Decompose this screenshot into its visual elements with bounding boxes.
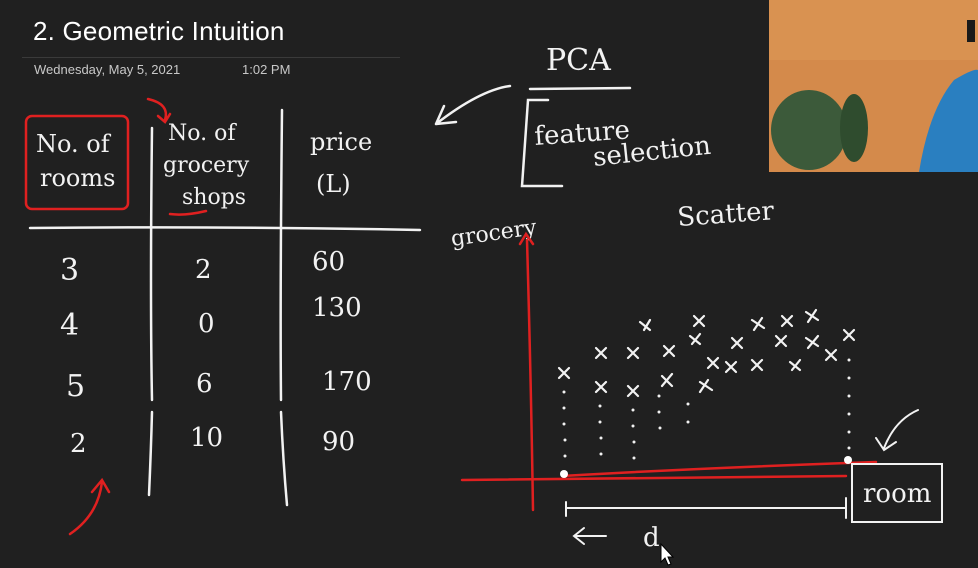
point — [782, 316, 792, 326]
point — [806, 336, 818, 348]
pca-underline — [530, 88, 630, 89]
point — [708, 358, 718, 368]
point — [628, 348, 638, 358]
x-axis-label: room — [863, 479, 932, 509]
cell-grocery-r2: 0 — [198, 309, 215, 339]
point — [732, 338, 742, 348]
page-time: 1:02 PM — [242, 62, 291, 77]
point — [826, 350, 836, 360]
plant-leaf-left — [771, 90, 847, 170]
point — [664, 346, 674, 356]
distance-line — [566, 498, 846, 518]
point — [752, 360, 762, 370]
pca-arrow — [436, 86, 510, 124]
header-rooms-line1: No. of — [36, 130, 110, 158]
room-pointer-arrow — [876, 410, 918, 450]
cell-rooms-r4: 2 — [70, 429, 87, 459]
cell-rooms-r1: 3 — [60, 253, 80, 288]
distance-label: d — [643, 523, 660, 553]
headphone — [967, 20, 975, 42]
table-vline-1 — [149, 128, 152, 495]
point — [776, 336, 786, 346]
selection-label: selection — [591, 130, 713, 173]
projection-point-left — [560, 470, 568, 478]
mouse-cursor-icon — [661, 544, 673, 565]
feature-label: feature — [533, 115, 631, 152]
point — [790, 360, 800, 370]
point — [640, 320, 650, 330]
point — [596, 382, 606, 392]
projection-line — [562, 462, 876, 476]
x-axis — [462, 476, 846, 480]
header-pointer-arrow — [148, 99, 170, 122]
point — [628, 386, 638, 396]
header-grocery-line2: grocery — [163, 153, 250, 178]
cell-price-r4: 90 — [322, 427, 356, 457]
point — [752, 318, 764, 330]
point — [806, 310, 818, 322]
cell-rooms-r2: 4 — [60, 308, 80, 343]
point — [844, 330, 854, 340]
cell-grocery-r1: 2 — [195, 255, 212, 285]
y-axis — [527, 240, 533, 510]
header-price-line2: (L) — [316, 170, 351, 198]
pca-label: PCA — [546, 43, 611, 78]
point — [690, 334, 700, 344]
projection-dots — [563, 359, 851, 460]
point — [694, 316, 704, 326]
point — [700, 380, 712, 392]
point — [662, 374, 672, 386]
point — [596, 348, 606, 358]
point — [726, 362, 736, 372]
cell-rooms-r3: 5 — [66, 369, 86, 404]
table-hline — [30, 227, 420, 230]
webcam-feed — [769, 0, 978, 172]
header-rooms-line2: rooms — [40, 164, 116, 192]
plant-leaf-right — [840, 94, 868, 162]
header-grocery-line3: shops — [182, 185, 247, 210]
grocery-underline — [170, 211, 206, 215]
header-price-line1: price — [310, 128, 373, 156]
page-title: 2. Geometric Intuition — [33, 16, 285, 46]
projection-point-right — [844, 456, 852, 464]
distance-arrow — [574, 528, 606, 544]
scatter-label: Scatter — [676, 196, 775, 233]
y-axis-label: grocery — [449, 215, 539, 252]
point — [559, 368, 569, 378]
cell-grocery-r3: 6 — [196, 369, 213, 399]
cell-price-r2: 130 — [312, 293, 362, 323]
table-vline-2 — [281, 110, 287, 505]
scatter-points — [559, 310, 854, 396]
table-body — [60, 247, 372, 459]
cell-price-r1: 60 — [312, 247, 346, 277]
header-grocery-line1: No. of — [168, 121, 236, 146]
column-pointer-arrow — [70, 480, 109, 534]
page-date: Wednesday, May 5, 2021 — [34, 62, 181, 77]
cell-price-r3: 170 — [322, 367, 372, 397]
webcam-overlay — [769, 0, 978, 172]
table-header — [36, 121, 372, 210]
cell-grocery-r4: 10 — [190, 423, 224, 453]
